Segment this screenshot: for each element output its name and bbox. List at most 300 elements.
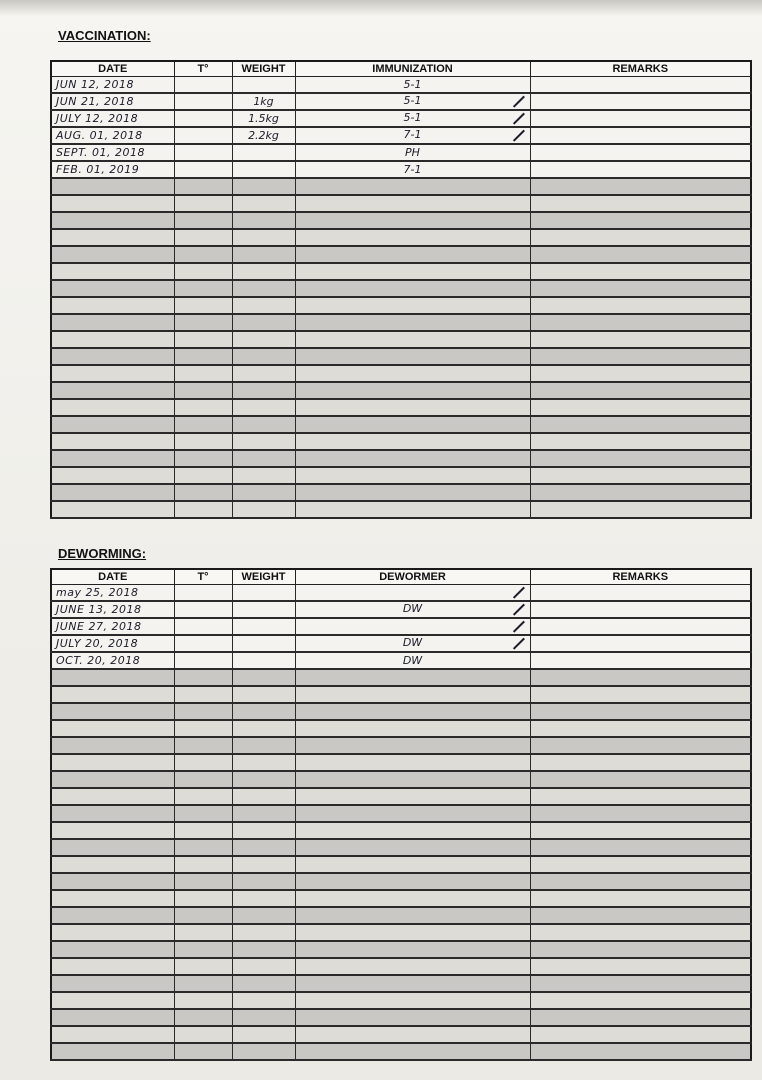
- temperature-cell: [174, 382, 232, 399]
- immunization-cell: [295, 467, 530, 484]
- remarks-cell: [530, 433, 751, 450]
- dewormer-cell: [295, 907, 530, 924]
- remarks-cell: [530, 280, 751, 297]
- check-mark-icon: [512, 129, 526, 141]
- scan-edge-shadow: [0, 0, 762, 16]
- table-row: [51, 1009, 751, 1026]
- date-cell: [51, 992, 174, 1009]
- temperature-cell: [174, 601, 232, 618]
- weight-cell: [232, 839, 295, 856]
- table-row: [51, 1026, 751, 1043]
- temperature-cell: [174, 652, 232, 669]
- date-cell: [51, 467, 174, 484]
- temperature-cell: [174, 873, 232, 890]
- table-row: [51, 703, 751, 720]
- weight-cell: 1kg: [232, 93, 295, 110]
- date-cell: [51, 433, 174, 450]
- table-row: [51, 467, 751, 484]
- remarks-cell: [530, 856, 751, 873]
- immunization-cell: [295, 246, 530, 263]
- check-mark-icon: [512, 603, 526, 615]
- temperature-cell: [174, 958, 232, 975]
- temperature-cell: [174, 941, 232, 958]
- remarks-cell: [530, 686, 751, 703]
- remarks-cell: [530, 484, 751, 501]
- table-row: [51, 618, 751, 635]
- weight-cell: [232, 450, 295, 467]
- weight-cell: 2.2kg: [232, 127, 295, 144]
- date-cell: [51, 246, 174, 263]
- remarks-cell: [530, 467, 751, 484]
- remarks-cell: [530, 331, 751, 348]
- temperature-cell: [174, 416, 232, 433]
- temperature-cell: [174, 501, 232, 518]
- table-row: [51, 975, 751, 992]
- weight-cell: [232, 399, 295, 416]
- check-mark-icon: [512, 112, 526, 124]
- temperature-cell: [174, 348, 232, 365]
- weight-cell: [232, 144, 295, 161]
- table-row: [51, 992, 751, 1009]
- table-row: [51, 484, 751, 501]
- temperature-cell: [174, 720, 232, 737]
- weight-cell: [232, 246, 295, 263]
- date-cell: JUN 21, 2018: [51, 93, 174, 110]
- remarks-header: REMARKS: [530, 569, 751, 585]
- table-row: [51, 195, 751, 212]
- table-row: [51, 669, 751, 686]
- date-cell: [51, 195, 174, 212]
- temperature-cell: [174, 585, 232, 602]
- temperature-cell: [174, 314, 232, 331]
- table-row: [51, 433, 751, 450]
- immunization-cell: [295, 297, 530, 314]
- remarks-cell: [530, 1043, 751, 1060]
- weight-cell: [232, 618, 295, 635]
- date-cell: [51, 975, 174, 992]
- weight-cell: [232, 382, 295, 399]
- date-cell: may 25, 2018: [51, 585, 174, 602]
- table-row: [51, 450, 751, 467]
- date-cell: [51, 686, 174, 703]
- remarks-cell: [530, 144, 751, 161]
- date-cell: [51, 178, 174, 195]
- remarks-cell: [530, 822, 751, 839]
- weight-cell: [232, 161, 295, 178]
- table-row: [51, 585, 751, 602]
- immunization-cell: [295, 450, 530, 467]
- remarks-cell: [530, 720, 751, 737]
- entry-text: DW: [402, 602, 423, 615]
- remarks-cell: [530, 246, 751, 263]
- immunization-cell: [295, 93, 530, 110]
- temperature-cell: [174, 703, 232, 720]
- date-cell: AUG. 01, 2018: [51, 127, 174, 144]
- remarks-cell: [530, 263, 751, 280]
- remarks-cell: [530, 93, 751, 110]
- table-row: [51, 941, 751, 958]
- date-cell: [51, 399, 174, 416]
- date-cell: [51, 1009, 174, 1026]
- table-row: [51, 365, 751, 382]
- check-mark-icon: [512, 95, 526, 107]
- weight-cell: [232, 890, 295, 907]
- immunization-cell: [295, 178, 530, 195]
- dewormer-cell: [295, 737, 530, 754]
- check-mark-icon: [512, 637, 526, 649]
- immunization-cell: [295, 280, 530, 297]
- temperature-header: T°: [174, 61, 232, 77]
- temperature-cell: [174, 737, 232, 754]
- remarks-cell: [530, 450, 751, 467]
- dewormer-cell: [295, 822, 530, 839]
- remarks-cell: [530, 314, 751, 331]
- dewormer-cell: [295, 873, 530, 890]
- table-row: [51, 601, 751, 618]
- temperature-cell: [174, 280, 232, 297]
- temperature-cell: [174, 297, 232, 314]
- remarks-cell: [530, 924, 751, 941]
- date-cell: [51, 263, 174, 280]
- weight-cell: [232, 992, 295, 1009]
- date-cell: [51, 822, 174, 839]
- temperature-cell: [174, 144, 232, 161]
- immunization-cell: [295, 331, 530, 348]
- weight-cell: [232, 924, 295, 941]
- temperature-cell: [174, 77, 232, 94]
- date-header: DATE: [51, 569, 174, 585]
- date-cell: OCT. 20, 2018: [51, 652, 174, 669]
- temperature-cell: [174, 1043, 232, 1060]
- temperature-cell: [174, 178, 232, 195]
- date-cell: [51, 805, 174, 822]
- temperature-cell: [174, 754, 232, 771]
- weight-cell: [232, 501, 295, 518]
- table-row: [51, 958, 751, 975]
- immunization-cell: [295, 416, 530, 433]
- weight-cell: [232, 178, 295, 195]
- immunization-cell: [295, 263, 530, 280]
- table-row: [51, 93, 751, 110]
- date-cell: JUNE 27, 2018: [51, 618, 174, 635]
- date-cell: FEB. 01, 2019: [51, 161, 174, 178]
- immunization-cell: [295, 382, 530, 399]
- remarks-cell: [530, 771, 751, 788]
- table-row: [51, 788, 751, 805]
- weight-cell: [232, 297, 295, 314]
- vaccination-header-row: [51, 61, 751, 77]
- date-cell: [51, 788, 174, 805]
- immunization-cell: [295, 127, 530, 144]
- weight-cell: [232, 754, 295, 771]
- weight-cell: [232, 365, 295, 382]
- weight-cell: [232, 1043, 295, 1060]
- table-row: [51, 501, 751, 518]
- date-cell: [51, 314, 174, 331]
- remarks-cell: [530, 77, 751, 94]
- table-row: [51, 416, 751, 433]
- weight-cell: [232, 805, 295, 822]
- dewormer-cell: [295, 992, 530, 1009]
- table-row: [51, 178, 751, 195]
- immunization-cell: 5-1: [295, 77, 530, 94]
- date-cell: [51, 484, 174, 501]
- table-row: [51, 297, 751, 314]
- table-row: [51, 263, 751, 280]
- temperature-cell: [174, 467, 232, 484]
- date-cell: [51, 280, 174, 297]
- weight-cell: [232, 1026, 295, 1043]
- temperature-cell: [174, 229, 232, 246]
- table-row: [51, 754, 751, 771]
- date-cell: [51, 212, 174, 229]
- date-cell: [51, 941, 174, 958]
- date-cell: [51, 737, 174, 754]
- temperature-cell: [174, 365, 232, 382]
- dewormer-cell: [295, 703, 530, 720]
- remarks-cell: [530, 229, 751, 246]
- temperature-cell: [174, 246, 232, 263]
- temperature-cell: [174, 450, 232, 467]
- table-row: [51, 805, 751, 822]
- immunization-cell: [295, 501, 530, 518]
- dewormer-cell: [295, 805, 530, 822]
- vaccination-title: VACCINATION:: [58, 28, 151, 43]
- remarks-cell: [530, 975, 751, 992]
- remarks-cell: [530, 416, 751, 433]
- temperature-cell: [174, 805, 232, 822]
- table-row: [51, 737, 751, 754]
- remarks-cell: [530, 737, 751, 754]
- date-cell: [51, 839, 174, 856]
- immunization-cell: [295, 484, 530, 501]
- date-cell: [51, 873, 174, 890]
- dewormer-cell: [295, 924, 530, 941]
- remarks-cell: [530, 348, 751, 365]
- check-mark-icon: [512, 586, 526, 598]
- temperature-cell: [174, 635, 232, 652]
- weight-cell: 1.5kg: [232, 110, 295, 127]
- temperature-cell: [174, 399, 232, 416]
- weight-cell: [232, 585, 295, 602]
- vaccination-table: [50, 60, 752, 519]
- dewormer-cell: [295, 669, 530, 686]
- temperature-cell: [174, 669, 232, 686]
- entry-text: 5-1: [403, 111, 422, 124]
- table-row: [51, 635, 751, 652]
- weight-cell: [232, 314, 295, 331]
- temperature-cell: [174, 686, 232, 703]
- weight-cell: [232, 416, 295, 433]
- weight-cell: [232, 280, 295, 297]
- weight-cell: [232, 907, 295, 924]
- immunization-header: IMMUNIZATION: [295, 61, 530, 77]
- remarks-cell: [530, 195, 751, 212]
- temperature-cell: [174, 331, 232, 348]
- table-row: [51, 1043, 751, 1060]
- remarks-cell: [530, 127, 751, 144]
- temperature-cell: [174, 771, 232, 788]
- date-cell: [51, 890, 174, 907]
- temperature-cell: [174, 890, 232, 907]
- table-row: [51, 144, 751, 161]
- remarks-cell: [530, 178, 751, 195]
- remarks-cell: [530, 635, 751, 652]
- weight-cell: [232, 263, 295, 280]
- deworming-title: DEWORMING:: [58, 546, 147, 561]
- date-cell: JUN 12, 2018: [51, 77, 174, 94]
- date-cell: [51, 382, 174, 399]
- weight-cell: [232, 229, 295, 246]
- weight-cell: [232, 856, 295, 873]
- remarks-cell: [530, 297, 751, 314]
- temperature-cell: [174, 212, 232, 229]
- remarks-cell: [530, 365, 751, 382]
- deworming-header-row: [51, 569, 751, 585]
- date-cell: [51, 450, 174, 467]
- weight-cell: [232, 737, 295, 754]
- table-row: [51, 399, 751, 416]
- dewormer-cell: [295, 686, 530, 703]
- weight-cell: [232, 686, 295, 703]
- entry-text: DW: [402, 636, 423, 649]
- remarks-cell: [530, 890, 751, 907]
- date-cell: [51, 958, 174, 975]
- remarks-cell: [530, 1026, 751, 1043]
- weight-cell: [232, 433, 295, 450]
- date-cell: [51, 1043, 174, 1060]
- date-cell: SEPT. 01, 2018: [51, 144, 174, 161]
- table-row: [51, 127, 751, 144]
- temperature-cell: [174, 907, 232, 924]
- temperature-cell: [174, 93, 232, 110]
- date-cell: [51, 754, 174, 771]
- dewormer-cell: [295, 720, 530, 737]
- dewormer-cell: [295, 601, 530, 618]
- immunization-cell: [295, 399, 530, 416]
- weight-header: WEIGHT: [232, 61, 295, 77]
- remarks-cell: [530, 1009, 751, 1026]
- remarks-cell: [530, 839, 751, 856]
- remarks-cell: [530, 873, 751, 890]
- dewormer-cell: [295, 1009, 530, 1026]
- temperature-cell: [174, 992, 232, 1009]
- remarks-header: REMARKS: [530, 61, 751, 77]
- date-cell: JULY 20, 2018: [51, 635, 174, 652]
- weight-cell: [232, 195, 295, 212]
- temperature-cell: [174, 161, 232, 178]
- remarks-cell: [530, 788, 751, 805]
- table-row: [51, 720, 751, 737]
- table-row: [51, 280, 751, 297]
- table-row: [51, 873, 751, 890]
- dewormer-header: DEWORMER: [295, 569, 530, 585]
- remarks-cell: [530, 382, 751, 399]
- table-row: [51, 771, 751, 788]
- table-row: [51, 686, 751, 703]
- table-row: [51, 924, 751, 941]
- table-row: [51, 382, 751, 399]
- date-cell: [51, 703, 174, 720]
- weight-cell: [232, 703, 295, 720]
- dewormer-cell: [295, 618, 530, 635]
- table-row: [51, 246, 751, 263]
- temperature-cell: [174, 110, 232, 127]
- entry-text: 5-1: [403, 94, 422, 107]
- dewormer-cell: [295, 890, 530, 907]
- remarks-cell: [530, 703, 751, 720]
- table-row: [51, 652, 751, 669]
- remarks-cell: [530, 501, 751, 518]
- immunization-cell: PH: [295, 144, 530, 161]
- date-cell: [51, 924, 174, 941]
- remarks-cell: [530, 618, 751, 635]
- remarks-cell: [530, 399, 751, 416]
- temperature-cell: [174, 1026, 232, 1043]
- immunization-cell: [295, 433, 530, 450]
- weight-cell: [232, 1009, 295, 1026]
- weight-cell: [232, 635, 295, 652]
- dewormer-cell: [295, 839, 530, 856]
- date-cell: [51, 669, 174, 686]
- dewormer-cell: [295, 958, 530, 975]
- remarks-cell: [530, 941, 751, 958]
- table-row: [51, 890, 751, 907]
- temperature-cell: [174, 924, 232, 941]
- table-row: [51, 839, 751, 856]
- dewormer-cell: [295, 585, 530, 602]
- temperature-header: T°: [174, 569, 232, 585]
- remarks-cell: [530, 601, 751, 618]
- date-cell: [51, 297, 174, 314]
- dewormer-cell: [295, 754, 530, 771]
- weight-cell: [232, 484, 295, 501]
- immunization-cell: 7-1: [295, 161, 530, 178]
- weight-cell: [232, 822, 295, 839]
- temperature-cell: [174, 1009, 232, 1026]
- temperature-cell: [174, 433, 232, 450]
- temperature-cell: [174, 263, 232, 280]
- immunization-cell: [295, 365, 530, 382]
- temperature-cell: [174, 822, 232, 839]
- date-cell: [51, 348, 174, 365]
- immunization-cell: [295, 314, 530, 331]
- remarks-cell: [530, 585, 751, 602]
- remarks-cell: [530, 907, 751, 924]
- weight-cell: [232, 331, 295, 348]
- weight-cell: [232, 77, 295, 94]
- entry-text: 7-1: [403, 128, 422, 141]
- date-cell: [51, 1026, 174, 1043]
- weight-cell: [232, 873, 295, 890]
- weight-cell: [232, 788, 295, 805]
- dewormer-cell: [295, 1026, 530, 1043]
- remarks-cell: [530, 754, 751, 771]
- date-cell: JULY 12, 2018: [51, 110, 174, 127]
- date-cell: [51, 907, 174, 924]
- table-row: [51, 229, 751, 246]
- remarks-cell: [530, 958, 751, 975]
- temperature-cell: [174, 856, 232, 873]
- dewormer-cell: [295, 788, 530, 805]
- table-row: [51, 161, 751, 178]
- immunization-cell: [295, 212, 530, 229]
- temperature-cell: [174, 839, 232, 856]
- weight-cell: [232, 652, 295, 669]
- dewormer-cell: [295, 771, 530, 788]
- remarks-cell: [530, 992, 751, 1009]
- date-cell: [51, 416, 174, 433]
